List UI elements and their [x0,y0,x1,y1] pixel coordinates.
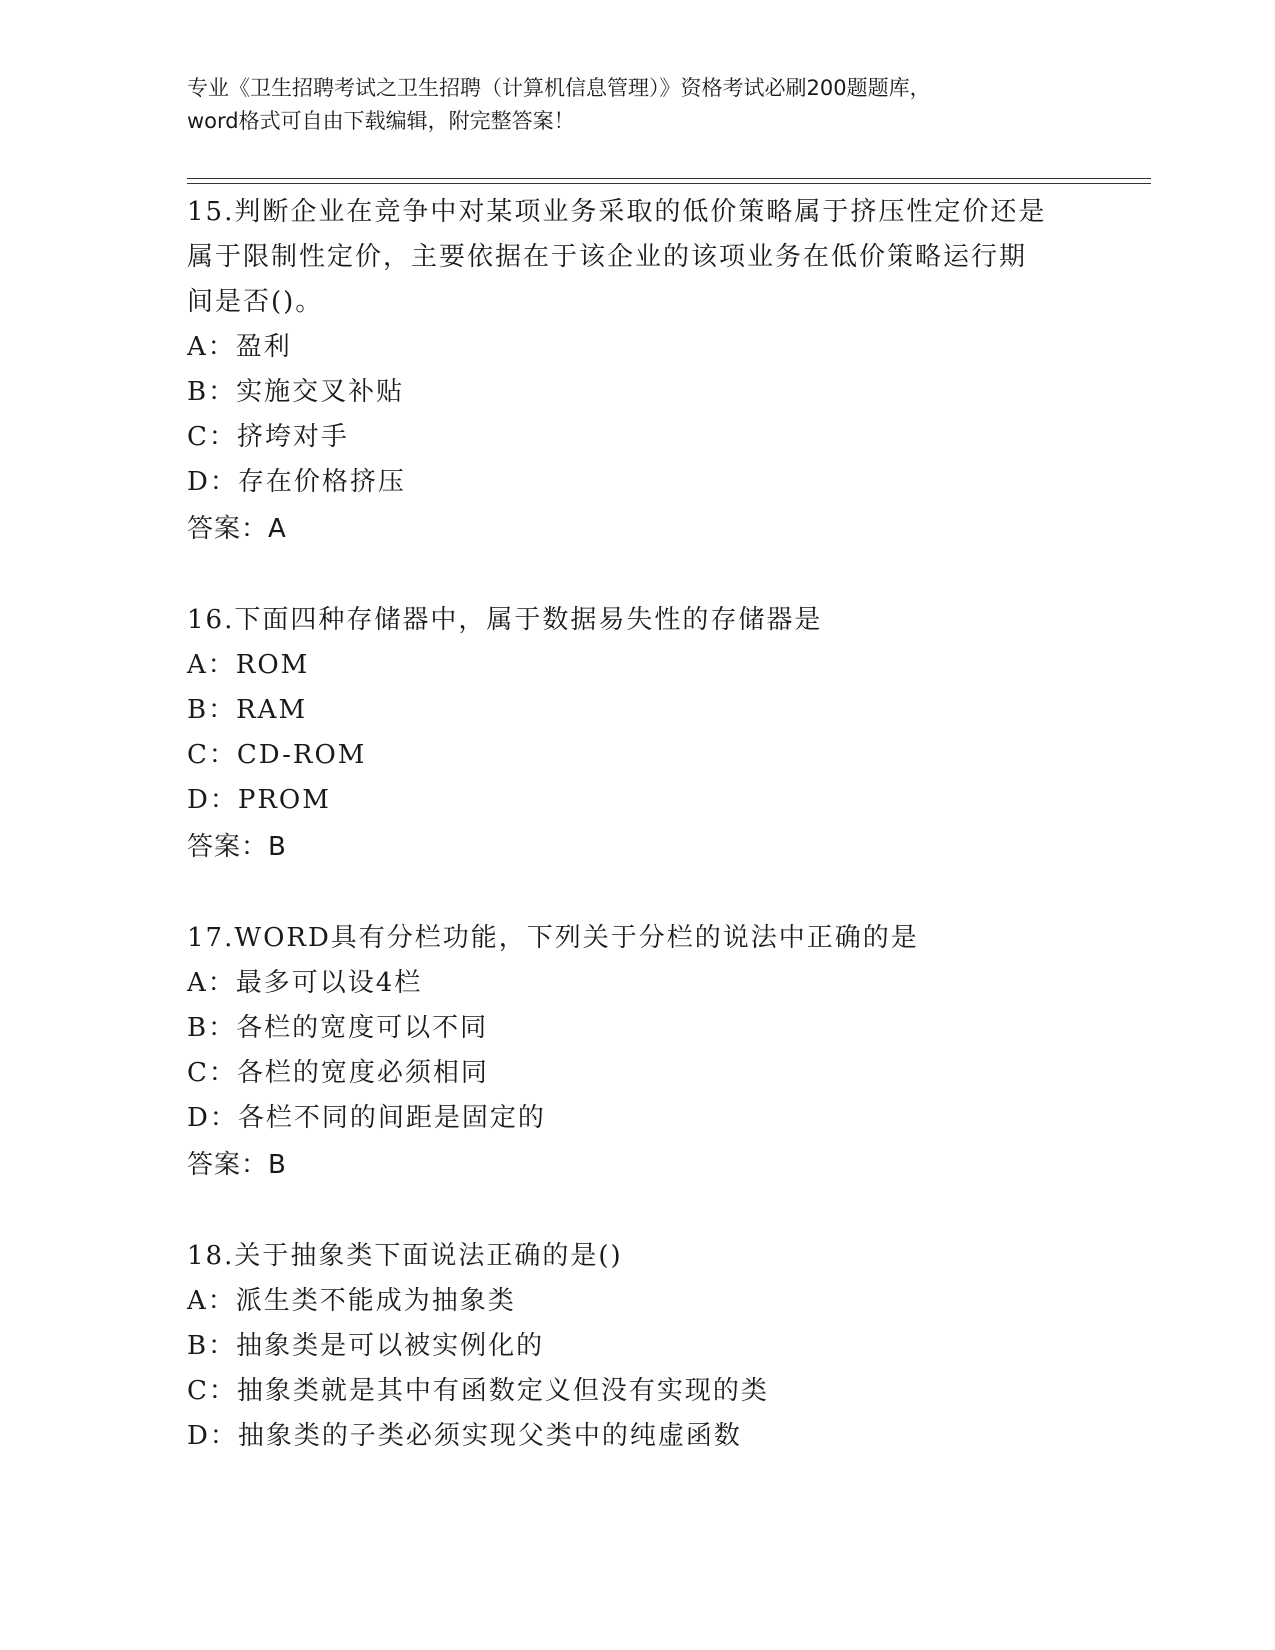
option-a: A：最多可以设4栏 [187,968,423,998]
header-line-2: word格式可自由下载编辑，附完整答案！ [187,109,575,133]
option-c: C：各栏的宽度必须相同 [187,1058,489,1088]
answer-label: 答案：B [187,832,287,862]
option-c: C：CD-ROM [187,740,367,770]
question-list [187,190,1087,1505]
question-text-line: 15.判断企业在竞争中对某项业务采取的低价策略属于挤压性定价还是 [187,197,1047,227]
header-divider-bottom [187,183,1151,184]
option-b: B：抽象类是可以被实例化的 [187,1331,545,1361]
question-17 [187,916,1087,1188]
option-a: A：派生类不能成为抽象类 [187,1286,516,1316]
question-18 [187,1234,1087,1459]
option-a: A：盈利 [187,332,292,362]
option-d: D：抽象类的子类必须实现父类中的纯虚函数 [187,1421,742,1451]
question-text-line: 属于限制性定价，主要依据在于该企业的该项业务在低价策略运行期 [187,242,1028,272]
option-c: C：挤垮对手 [187,422,349,452]
option-b: B：RAM [187,695,308,725]
option-b: B：各栏的宽度可以不同 [187,1013,489,1043]
option-d: D：PROM [187,785,331,815]
answer-label: 答案：B [187,1150,287,1180]
option-d: D：各栏不同的间距是固定的 [187,1103,546,1133]
header-divider-top [187,178,1151,179]
header-line-1: 专业《卫生招聘考试之卫生招聘（计算机信息管理）》资格考试必刷200题题库， [187,76,931,100]
answer-label: 答案：A [187,514,287,544]
question-text-line: 18.关于抽象类下面说法正确的是() [187,1241,623,1271]
option-c: C：抽象类就是其中有函数定义但没有实现的类 [187,1376,769,1406]
option-a: A：ROM [187,650,310,680]
option-d: D：存在价格挤压 [187,467,406,497]
question-text-line: 17.WORD具有分栏功能，下列关于分栏的说法中正确的是 [187,923,919,953]
question-text-line: 16.下面四种存储器中，属于数据易失性的存储器是 [187,605,823,635]
question-text-line: 间是否()。 [187,287,324,317]
question-16 [187,598,1087,870]
question-15 [187,190,1087,552]
option-b: B：实施交叉补贴 [187,377,405,407]
document-header [187,72,1087,138]
